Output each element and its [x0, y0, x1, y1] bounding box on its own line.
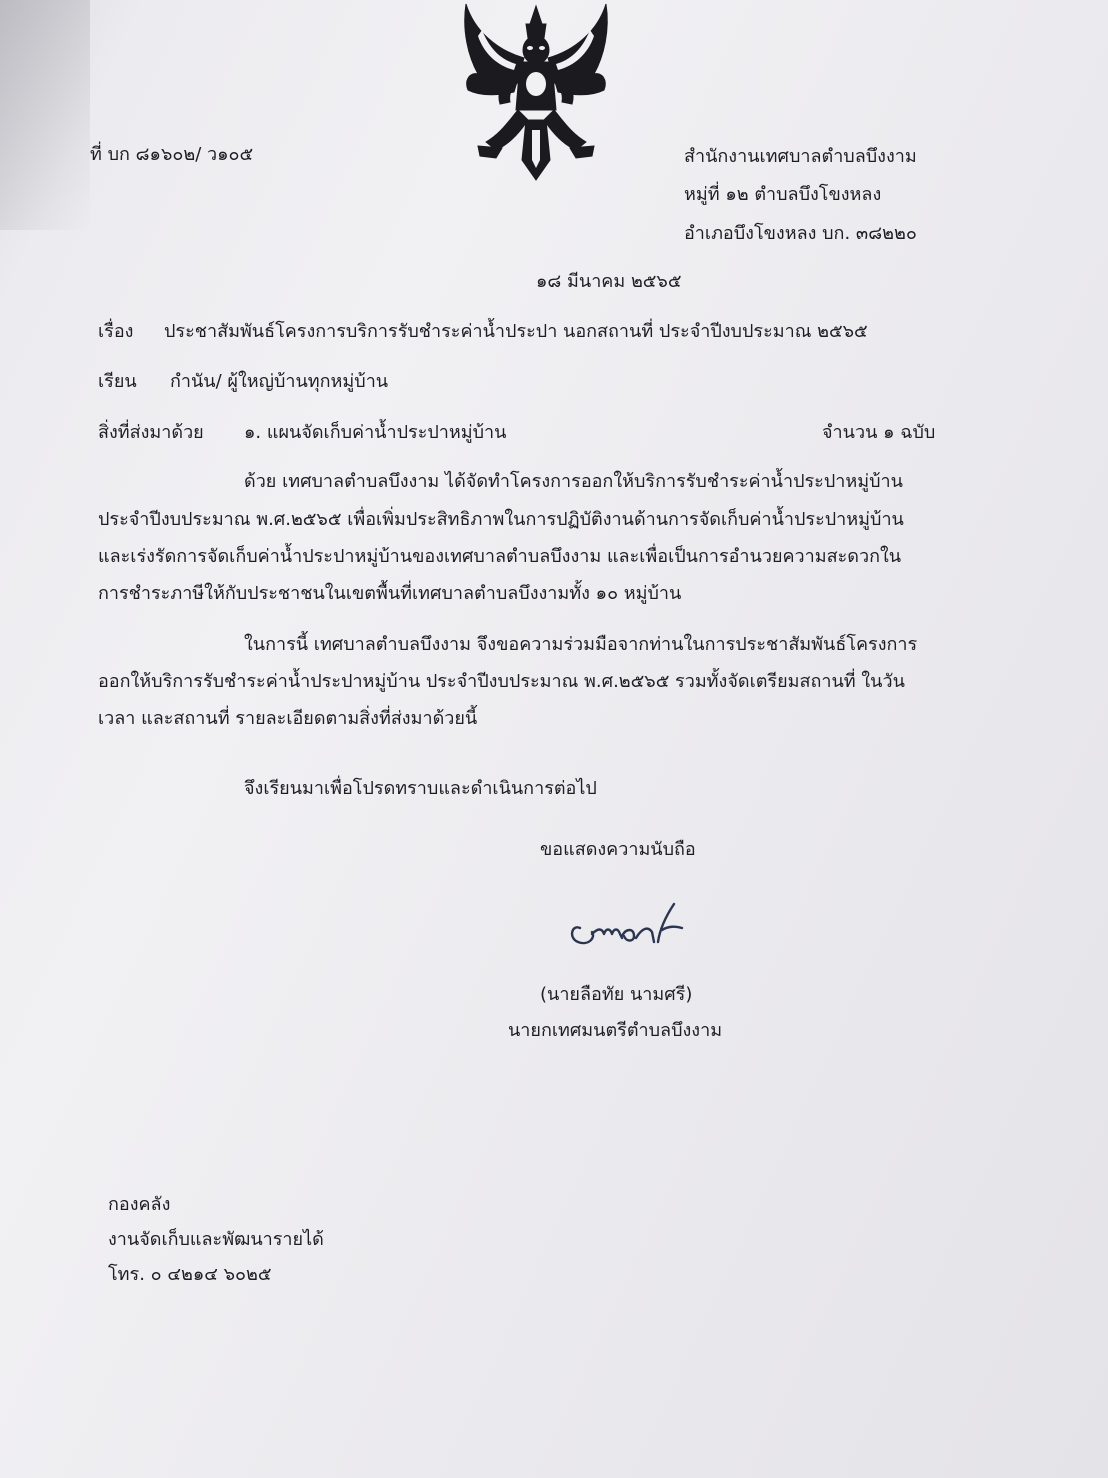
body-paragraph-line: เวลา และสถานที่ รายละเอียดตามสิ่งที่ส่งมาด้วยนี้ [98, 708, 478, 729]
page-shadow [0, 0, 90, 230]
closing-line: จึงเรียนมาเพื่อโปรดทราบและดำเนินการต่อไป [244, 778, 597, 799]
signature-icon [562, 898, 692, 960]
body-paragraph-line: และเร่งรัดการจัดเก็บค่าน้ำประปาหมู่บ้านของเทศบาลตำบลบึงงาม และเพื่อเป็นการอำนวยความสะดวกใน [98, 546, 902, 567]
body-paragraph-line: ประจำปีงบประมาณ พ.ศ.๒๕๖๕ เพื่อเพิ่มประสิทธิภาพในการปฏิบัติงานด้านการจัดเก็บค่าน้ำประปาหมู่บ้าน [98, 509, 904, 530]
reference-number: ที่ บก ๘๑๖๐๒/ ว๑๐๕ [90, 144, 254, 165]
footer-section: งานจัดเก็บและพัฒนารายได้ [108, 1229, 324, 1250]
enclosure-count: จำนวน ๑ ฉบับ [822, 422, 936, 443]
footer-phone: โทร. ๐ ๔๒๑๔ ๖๐๒๕ [108, 1264, 272, 1285]
body-paragraph-line: การชำระภาษีให้กับประชาชนในเขตพื้นที่เทศบาลตำบลบึงงามทั้ง ๑๐ หมู่บ้าน [98, 583, 682, 604]
subject-label: เรื่อง [98, 321, 134, 342]
enclosure-item: ๑. แผนจัดเก็บค่าน้ำประปาหมู่บ้าน [244, 422, 507, 443]
recipient-text: กำนัน/ ผู้ใหญ่บ้านทุกหมู่บ้าน [170, 371, 389, 392]
letter-date: ๑๘ มีนาคม ๒๕๖๕ [536, 271, 682, 292]
recipient-label: เรียน [98, 371, 137, 392]
sender-address-line: หมู่ที่ ๑๒ ตำบลบึงโขงหลง [684, 184, 882, 205]
body-paragraph-line: ออกให้บริการรับชำระค่าน้ำประปาหมู่บ้าน ประจำปีงบประมาณ พ.ศ.๒๕๖๕ รวมทั้งจัดเตรียมสถานที่ ในวัน [98, 671, 905, 692]
signer-position: นายกเทศมนตรีตำบลบึงงาม [508, 1020, 723, 1041]
sender-address-line: อำเภอบึงโขงหลง บก. ๓๘๒๒๐ [684, 223, 917, 244]
garuda-emblem-icon [456, 0, 616, 190]
signer-name: (นายลือทัย นามศรี) [540, 984, 693, 1005]
subject-text: ประชาสัมพันธ์โครงการบริการรับชำระค่าน้ำประปา นอกสถานที่ ประจำปีงบประมาณ ๒๕๖๕ [164, 321, 868, 342]
body-paragraph-line: ในการนี้ เทศบาลตำบลบึงงาม จึงขอความร่วมมือจากท่านในการประชาสัมพันธ์โครงการ [244, 634, 918, 655]
sender-address-line: สำนักงานเทศบาลตำบลบึงงาม [684, 146, 917, 167]
footer-department: กองคลัง [108, 1194, 171, 1215]
enclosure-label: สิ่งที่ส่งมาด้วย [98, 422, 204, 443]
complimentary-close: ขอแสดงความนับถือ [540, 839, 696, 860]
body-paragraph-line: ด้วย เทศบาลตำบลบึงงาม ได้จัดทำโครงการออกให้บริการรับชำระค่าน้ำประปาหมู่บ้าน [244, 471, 903, 492]
